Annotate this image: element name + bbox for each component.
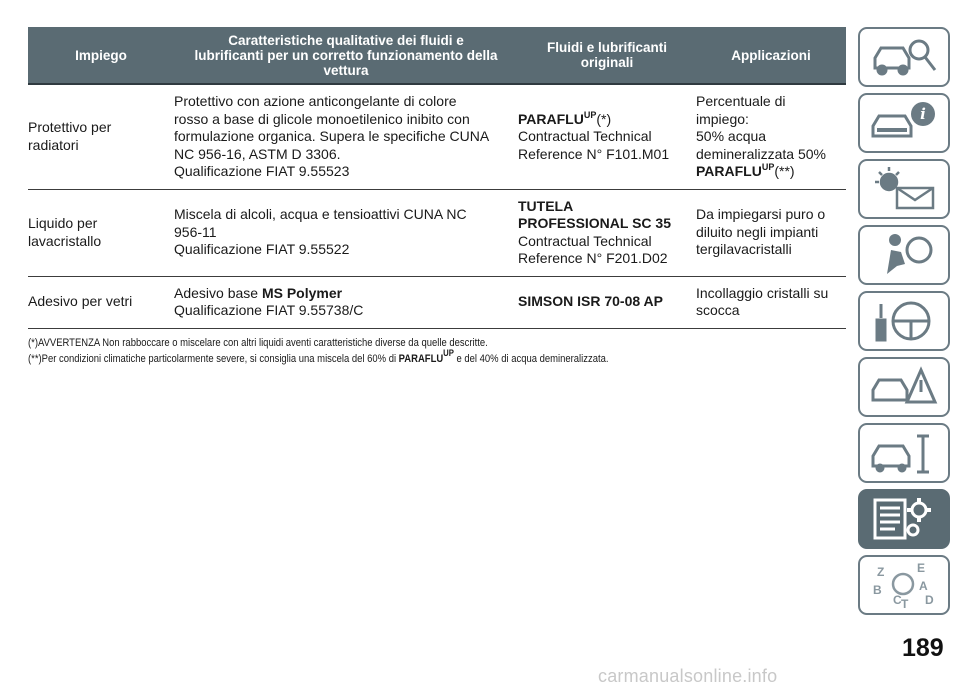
fluid-ref-line: Contractual Technical [518, 128, 652, 144]
fluid-ref-line: Reference N° F201.D02 [518, 250, 668, 266]
footnote-2-suffix: e del 40% di acqua demineralizzata. [456, 352, 609, 365]
app-line: 50% acqua [696, 128, 767, 144]
cell-fluid [518, 84, 696, 189]
car-info-icon [867, 98, 941, 148]
header-applicazioni: Applicazioni [696, 27, 846, 84]
footnotes [28, 335, 731, 367]
app-mark: (**) [774, 163, 795, 179]
fluid-name: PARAFLU [518, 110, 584, 127]
footnote-1: (*)AVVERTENZA Non rabboccare o miscelare con altri liquidi aventi caratteristiche diverse da quelle descritte. [28, 336, 488, 349]
chapter-tab-starting-driving[interactable] [858, 291, 950, 351]
chapter-tab-dashboard[interactable] [858, 27, 950, 87]
index-letter: Z [877, 565, 885, 579]
person-airbag-icon [867, 230, 941, 280]
index-letter: E [917, 561, 926, 575]
app-product: PARAFLU [696, 163, 762, 179]
char-line: 956-11 [174, 223, 217, 240]
chapter-tab-safety[interactable] [858, 225, 950, 285]
svg-text:i: i [920, 105, 926, 123]
index-letter: D [925, 593, 934, 607]
char-line: NC 956-16, ASTM D 3306. [174, 145, 341, 162]
fluid-ref-line: Reference N° F101.M01 [518, 145, 670, 162]
chapter-tab-info[interactable] [858, 93, 950, 153]
table-header-row [28, 27, 846, 84]
app-line: diluito negli impianti [696, 223, 819, 240]
char-line: Miscela di alcoli, acqua e tensioattivi CUNA NC [174, 206, 467, 223]
cell-application [696, 189, 846, 276]
index-letter: C [893, 593, 902, 607]
header-fluidi: Fluidi e lubrificanti originali [518, 27, 696, 84]
cell-use: Adesivo per vetri [28, 276, 174, 328]
cell-characteristics [174, 189, 518, 276]
cell-fluid: SIMSON ISR 70-08 AP [518, 276, 696, 328]
cell-application [696, 276, 846, 328]
index-letter: A [919, 579, 928, 593]
table-row [28, 84, 846, 189]
char-line: Qualificazione FIAT 9.55738/C [174, 302, 364, 318]
footnote-2-sup: UP [443, 347, 454, 358]
table-row [28, 276, 846, 328]
footnote-2 [28, 347, 731, 367]
cell-use [28, 84, 174, 189]
footnote-2-product: PARAFLU [398, 352, 444, 365]
cell-fluid [518, 189, 696, 276]
fluids-table [28, 27, 846, 329]
char-bold: MS Polymer [261, 284, 343, 301]
chapter-tab-emergency[interactable] [858, 357, 950, 417]
use-text: Liquido per lavacristallo [28, 215, 102, 249]
header-impiego: Impiego [28, 27, 174, 84]
header-caratteristiche: Caratteristiche qualitative dei fluidi e lubrificanti per un corretto funzionamento della vettura [174, 27, 518, 84]
car-search-icon [867, 32, 941, 82]
fluid-name-line: PROFESSIONAL SC 35 [518, 215, 672, 231]
watermark: carmanualsonline.info [598, 666, 778, 686]
app-line: scocca [696, 302, 740, 318]
app-line: tergilavacristalli [696, 241, 792, 258]
spec-list-gear-icon [867, 494, 941, 544]
fluid-name-line: TUTELA [518, 197, 574, 214]
car-warning-triangle-icon [867, 362, 941, 412]
cell-characteristics [174, 276, 518, 328]
cell-characteristics [174, 84, 518, 189]
app-line: Da impiegarsi puro o [696, 206, 826, 223]
char-prefix: Adesivo base [174, 284, 262, 301]
alphabet-index-icon [867, 560, 941, 610]
fluid-mark: (*) [596, 110, 612, 127]
chapter-tab-index[interactable] [858, 555, 950, 615]
steering-wheel-icon [867, 296, 941, 346]
page-number: 189 [902, 634, 944, 662]
app-line: demineralizzata 50% [696, 145, 826, 162]
warning-light-mail-icon [867, 164, 941, 214]
fluid-sup: UP [583, 109, 597, 120]
index-letter: T [901, 597, 909, 610]
car-wrench-icon [867, 428, 941, 478]
chapter-sidebar [858, 27, 950, 621]
char-line: Qualificazione FIAT 9.55523 [174, 163, 350, 179]
footnote-2-text: (**)Per condizioni climatiche particolarmente severe, si consiglia una miscela del 60% di [28, 352, 399, 365]
app-product-sup: UP [761, 162, 775, 172]
app-line: Percentuale di impiego: [696, 93, 786, 127]
use-text: Protettivo per radiatori [28, 119, 112, 153]
table-row [28, 189, 846, 276]
page-content [28, 27, 846, 367]
chapter-tab-warning-lights[interactable] [858, 159, 950, 219]
cell-application [696, 84, 846, 189]
app-line: Incollaggio cristalli su [696, 284, 829, 301]
cell-use [28, 189, 174, 276]
fluid-ref-line: Contractual Technical [518, 232, 652, 249]
chapter-tab-specifications[interactable] [858, 489, 950, 549]
char-line: Qualificazione FIAT 9.55522 [174, 241, 350, 258]
char-line: formulazione organica. Supera le specifiche CUNA [174, 128, 490, 144]
char-line: rosso a base di glicole monoetilenico inibito con [174, 110, 470, 127]
chapter-tab-maintenance[interactable] [858, 423, 950, 483]
char-line: Protettivo con azione anticongelante di colore [174, 93, 457, 109]
index-letter: B [873, 583, 882, 597]
